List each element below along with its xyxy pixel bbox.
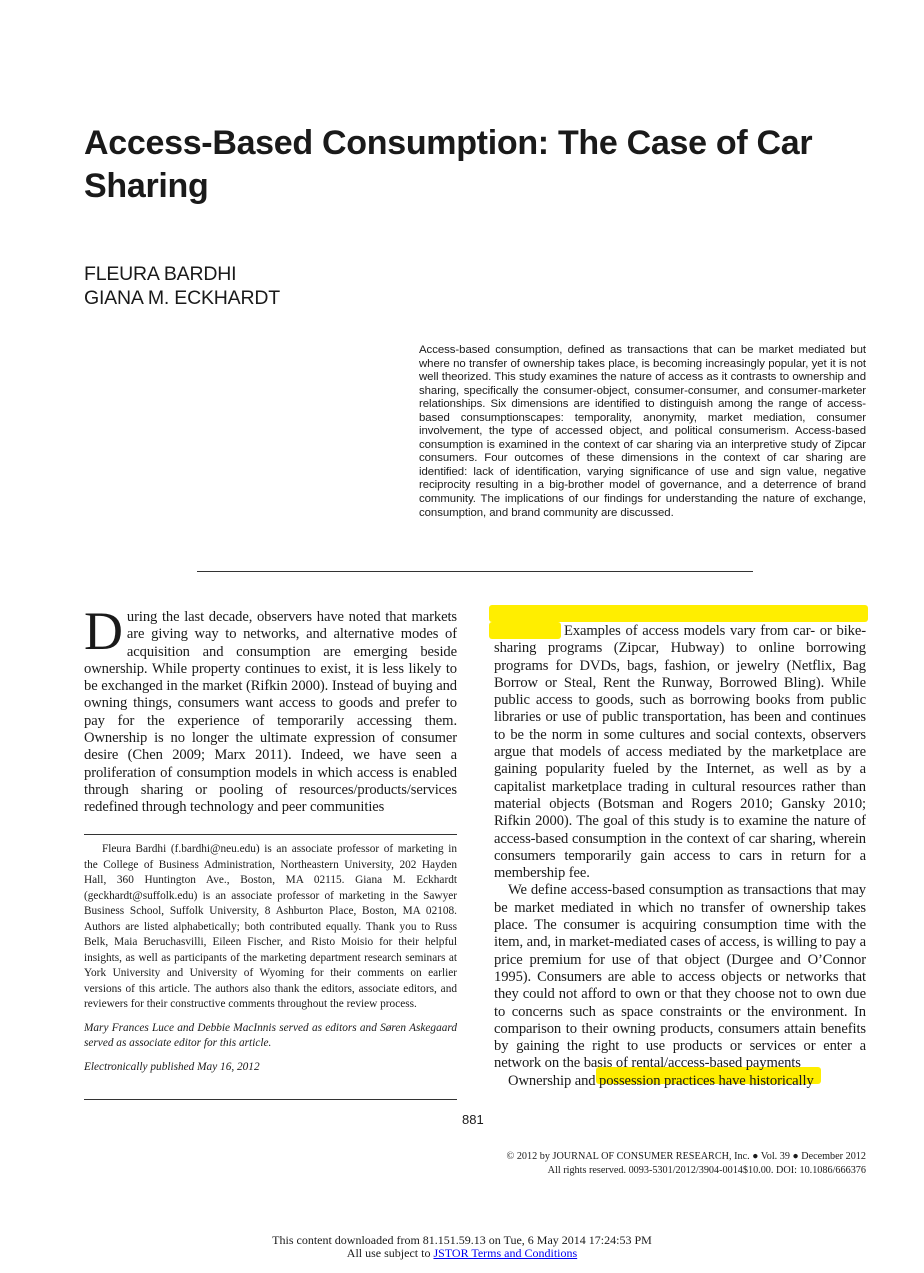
download-notice: This content downloaded from 81.151.59.13 on Tue, 6 May 2014 17:24:53 PM: [272, 1233, 652, 1247]
body-column-right: [494, 623, 866, 1105]
author-name: FLEURA BARDHI: [84, 263, 237, 285]
author-name: GIANA M. ECKHARDT: [84, 287, 280, 309]
footnote-bottom-divider: [84, 1099, 457, 1100]
drop-cap: D: [84, 609, 123, 661]
body-text: uring the last decade, observers have noted that markets are giving way to networks, and alternative modes of acquisition and consumption are emerging beside ownership. While property continues to exist, it is less likely to be exchanged in the market (Rifkin 2000). Instead of buying and owning things, consumers want access to goods and prefer to pay for the experience of temporarily accessing them. Ownership is no longer the ultimate expression of consumer desire (Chen 2009; Marx 2011). Indeed, we have seen a proliferation of consumption models in which access is enabled through sharing or pooling of resources/products/services redefined through technology and peer communities: [84, 609, 457, 816]
author-affiliation-note: Fleura Bardhi (f.bardhi@neu.edu) is an associate professor of marketing in the College of Business Administration, Northeastern University, 202 Hayden Hall, 360 Huntington Ave., Boston, MA 02115. Giana M. Eckhardt (geckhardt@suffolk.edu) is an associate professor of marketing in the Sawyer Business School, Suffolk University, 8 Ashburton Place, Boston, MA 02108. Authors are listed alphabetically; both contributed equally. Thank you to Russ Belk, Maia Beruchasvilli, Eileen Fischer, and Risto Moisio for their helpful insights, as well as participants of the marketing department research seminars at York University and University of Wyoming for their comments on earlier versions of this article. The authors also thank the editors, associate editors, and reviewers for their constructive comments throughout the review process.: [84, 843, 457, 1010]
page-number: 881: [462, 1112, 484, 1127]
terms-prefix: All use subject to: [346, 1246, 431, 1260]
body-paragraph: Ownership and possession practices have historically: [508, 1072, 814, 1089]
article-title: Access-Based Consumption: The Case of Car Sharing: [84, 124, 813, 205]
copyright-notice: [507, 1150, 866, 1178]
jstor-terms-link[interactable]: JSTOR Terms and Conditions: [433, 1246, 578, 1260]
body-paragraph: Examples of access models vary from car- or bike-sharing programs (Zipcar, Hubway) to online borrowing programs for DVDs, bags, fashion, or jewelry (Netflix, Bag Borrow or Steal, Rent the Runway, Borrowed Bling). While public access to goods, such as borrowing books from public libraries or use of public transportation, has been and continues to be the norm in some cultures and social contexts, observers argue that models of access mediated by the marketplace are gaining popularity fueled by the Internet, as well as by a capitalist marketplace trading in cultural resources rather than material objects (Botsman and Rogers 2010; Gansky 2010; Rifkin 2000). The goal of this study is to examine the nature of access-based consumption in the context of car sharing, wherein consumers temporarily gain access to cars in return for a membership fee.: [494, 623, 866, 882]
footnote-divider: [84, 834, 457, 835]
copyright-line: All rights reserved. 0093-5301/2012/3904-0014$10.00. DOI: 10.1086/666376: [547, 1165, 866, 1176]
highlight-mark: [489, 605, 868, 622]
jstor-footer: [0, 1234, 924, 1260]
copyright-line: © 2012 by JOURNAL OF CONSUMER RESEARCH, Inc. ● Vol. 39 ● December 2012: [506, 1151, 866, 1162]
body-column-left: [84, 609, 457, 817]
body-paragraph: We define access-based consumption as transactions that may be market mediated in which no transfer of ownership takes place. The consumer is acquiring consumption time with the item, and, in market-mediated cases of access, is willing to pay a price premium for use of that object (Durgee and O’Connor 1995). Consumers are able to access objects or networks that they could not afford to own or that they choose not to own due to concerns such as space constraints or the environment. In comparison to their owning products, consumers attain benefits by gaining the right to use products or services or enter a network on the basis of rental/access-based payments: [494, 882, 866, 1072]
terms-line: [0, 1247, 924, 1260]
editors-note: Mary Frances Luce and Debbie MacInnis served as editors and Søren Askegaard served as associate editor for this article.: [84, 1021, 457, 1049]
abstract: Access-based consumption, defined as transactions that can be market mediated but where no transfer of ownership takes place, is becoming increasingly popular, yet it is not well theorized. This study examines the nature of access as it contrasts to ownership and sharing, specifically the consumer-object, consumer-consumer, and consumer-marketer relationships. Six dimensions are identified to distinguish among the range of access-based consumptionscapes: temporality, anonymity, market mediation, consumer involvement, the type of accessed object, and political consumerism. Access-based consumption is examined in the context of car sharing via an interpretive study of Zipcar consumers. Four outcomes of these dimensions in the context of car sharing are identified: lack of identification, varying significance of use and sign value, negative reciprocity resulting in a big-brother model of governance, and a deterrence of brand community. The implications of our findings for understanding the nature of exchange, consumption, and brand community are discussed.: [419, 344, 866, 519]
footnotes: [84, 842, 457, 1083]
publication-date: Electronically published May 16, 2012: [84, 1060, 260, 1073]
section-divider: [197, 571, 753, 572]
